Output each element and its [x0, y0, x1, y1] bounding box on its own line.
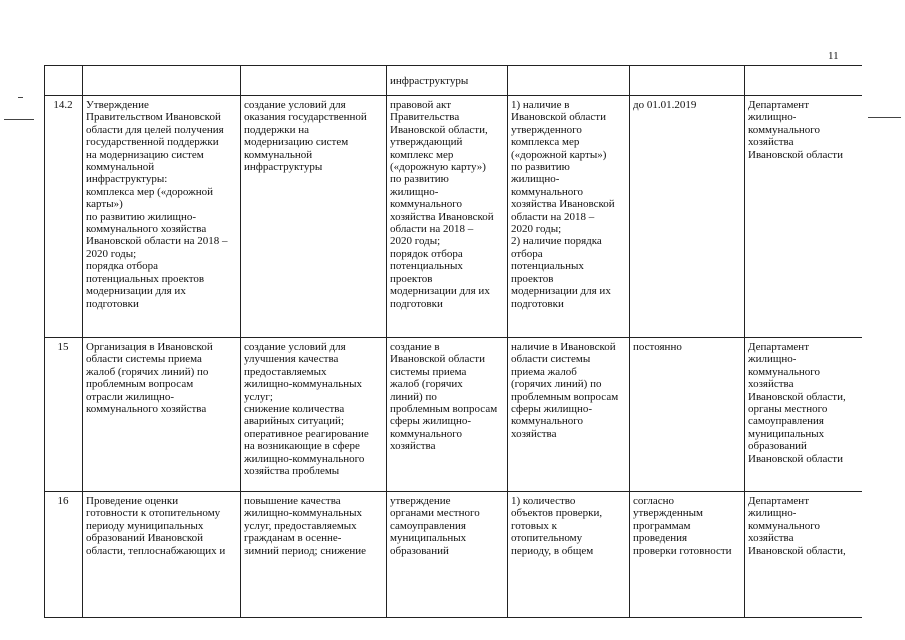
cell-goal: создание условий для оказания государственной поддержки на модернизацию систем коммунальной инфраструктуры: [241, 96, 387, 338]
cell-responsible: Департамент жилищно- коммунального хозяйства Ивановской области, органы местного самоуправления муниципальных образований Ивановской области: [745, 338, 863, 492]
left-margin-tick: [18, 97, 23, 98]
cell-number: 15: [45, 338, 83, 492]
cell-result: создание в Ивановской области системы приема жалоб (горячих линий) по проблемным вопросам сферы жилищно- коммунального хозяйства: [387, 338, 508, 492]
cell-deadline: согласно утвержденным программам проведения проверки готовности: [630, 492, 745, 618]
cell-deadline: постоянно: [630, 338, 745, 492]
cell-event: Организация в Ивановской области системы приема жалоб (горячих линий) по проблемным вопросам отрасли жилищно- коммунального хозяйства: [83, 338, 241, 492]
measures-table: [44, 65, 862, 618]
cell-result: утверждение органами местного самоуправления муниципальных образований: [387, 492, 508, 618]
cell-event: [83, 66, 241, 96]
cell-goal: [241, 66, 387, 96]
cell-event: Утверждение Правительством Ивановской области для целей получения государственной поддержки на модернизацию систем коммунальной инфраструктуры: комплекса мер («дорожной карты») по развитию жилищно- коммунального хозяйства Ивановской области на 2018 – 2020 годы; порядка отбора потенциальных проектов модернизации для их подготовки: [83, 96, 241, 338]
cell-indicator: 1) количество объектов проверки, готовых к отопительному периоду, в общем: [508, 492, 630, 618]
cell-number: 14.2: [45, 96, 83, 338]
cell-result: инфраструктуры: [387, 66, 508, 96]
right-margin-mark: [868, 117, 901, 118]
measures-table-container: [44, 65, 862, 640]
cell-responsible: Департамент жилищно- коммунального хозяйства Ивановской области,: [745, 492, 863, 618]
cell-number: [45, 66, 83, 96]
cell-goal: повышение качества жилищно-коммунальных услуг, предоставляемых гражданам в осенне- зимний период; снижение: [241, 492, 387, 618]
cell-deadline: [630, 66, 745, 96]
table-row-15: [45, 338, 863, 492]
cell-result: правовой акт Правительства Ивановской области, утверждающий комплекс мер («дорожную карту») по развитию жилищно- коммунального хозяйства Ивановской области на 2018 – 2020 годы; порядок отбора потенциальных проектов модернизации для их подготовки: [387, 96, 508, 338]
cell-event: Проведение оценки готовности к отопительному периоду муниципальных образований Ивановской области, теплоснабжающих и: [83, 492, 241, 618]
cell-deadline: до 01.01.2019: [630, 96, 745, 338]
cell-indicator: наличие в Ивановской области системы приема жалоб (горячих линий) по проблемным вопросам сферы жилищно- коммунального хозяйства: [508, 338, 630, 492]
cell-responsible: [745, 66, 863, 96]
table-row-14-2: [45, 96, 863, 338]
cell-number: 16: [45, 492, 83, 618]
cell-responsible: Департамент жилищно- коммунального хозяйства Ивановской области: [745, 96, 863, 338]
cell-indicator: [508, 66, 630, 96]
table-row-continuation: [45, 66, 863, 96]
cell-indicator: 1) наличие в Ивановской области утвержденного комплекса мер («дорожной карты») по развитию жилищно- коммунального хозяйства Ивановской области на 2018 – 2020 годы; 2) наличие порядка отбора потенциальных проектов модернизации для их подготовки: [508, 96, 630, 338]
page-number: 11: [828, 50, 839, 62]
cell-goal: создание условий для улучшения качества предоставляемых жилищно-коммунальных услуг; снижение количества аварийных ситуаций; оперативное реагирование на возникающие в сфере жилищно-коммунального хозяйства проблемы: [241, 338, 387, 492]
left-margin-mark: [4, 119, 34, 120]
table-row-16: [45, 492, 863, 618]
